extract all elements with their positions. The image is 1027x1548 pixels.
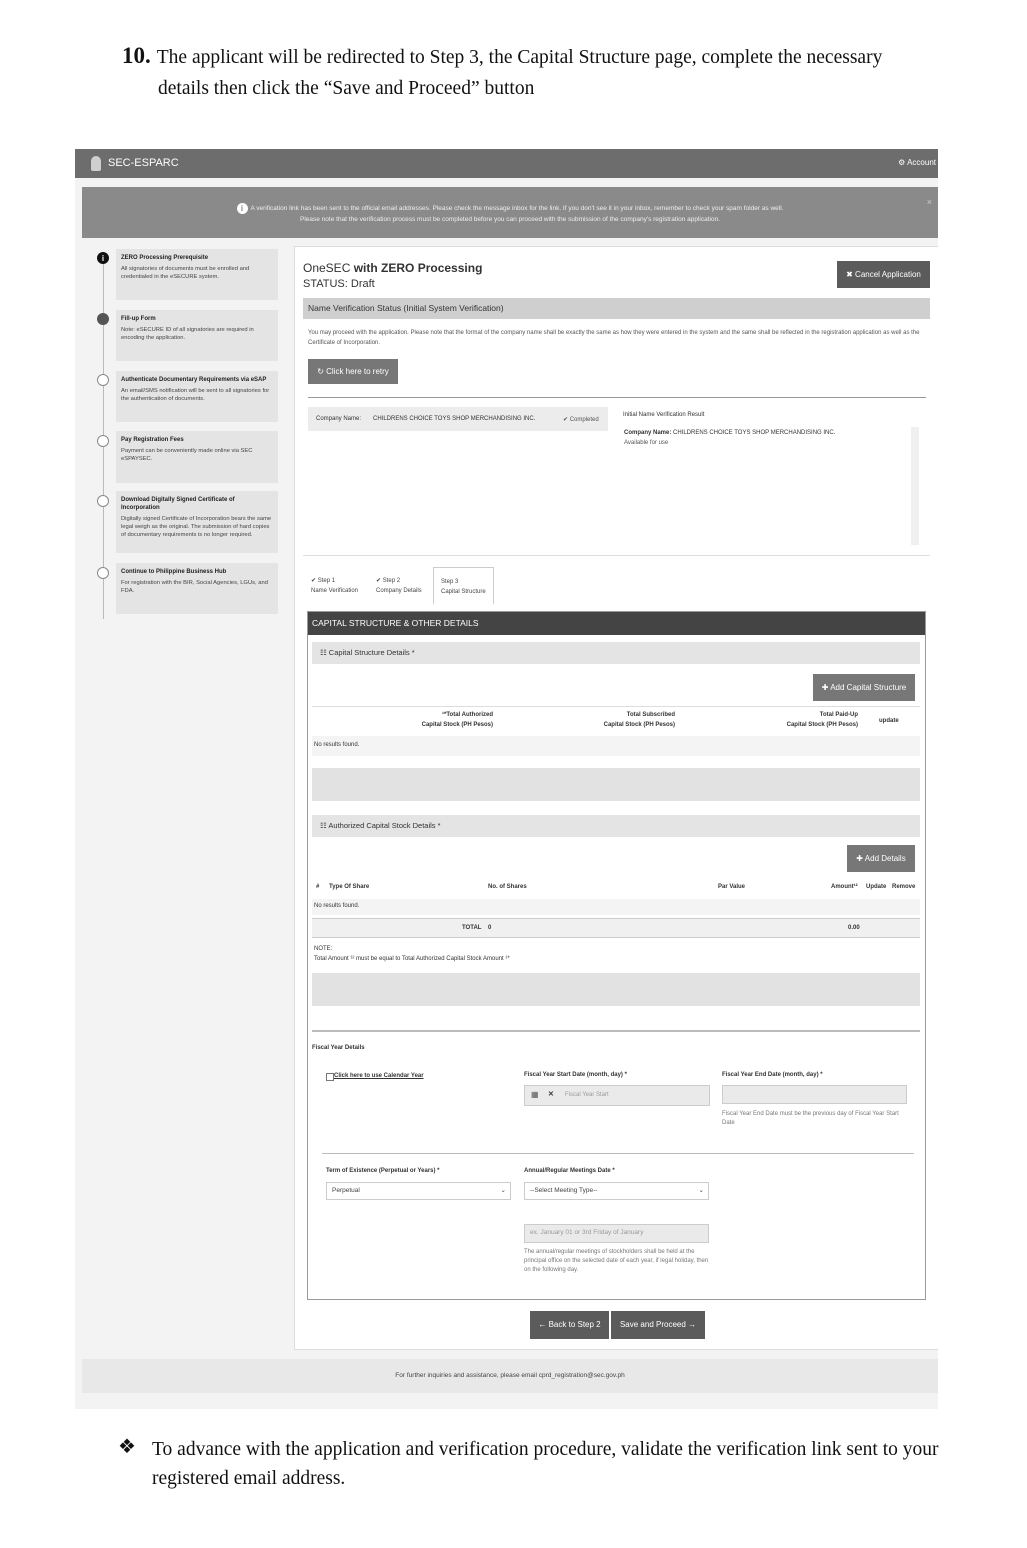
circle-icon (97, 435, 109, 447)
add-capital-structure-button[interactable]: ✚ Add Capital Structure (813, 674, 915, 701)
info-icon: i (237, 203, 248, 214)
total-amount: 0.00 (848, 925, 860, 931)
name-verification-header: Name Verification Status (Initial System Verification) (303, 298, 930, 319)
company-name-value: CHILDRENS CHOICE TOYS SHOP MERCHANDISING INC. (373, 416, 536, 422)
timeline-step-fillup (116, 310, 278, 361)
chevron-down-icon: ⌄ (500, 1187, 506, 1194)
divider (308, 397, 926, 398)
sec-logo-icon (91, 156, 101, 171)
instruction-text-line2: details then click the “Save and Proceed” button (158, 78, 535, 99)
col-remove: Remove (892, 884, 916, 890)
app-screenshot (75, 149, 938, 1409)
col-update: update (879, 718, 899, 724)
timeline-step-desc: An email/SMS notification will be sent to all signatories for the authentication of documents. (121, 388, 270, 402)
instruction-text-line1: The applicant will be redirected to Step 3, the Capital Structure page, complete the necessary (156, 47, 883, 68)
bottom-note-text: To advance with the application and verification procedure, validate the verification link sent to your registered email address. (152, 1439, 939, 1489)
timeline-step-title: Pay Registration Fees (121, 437, 184, 443)
col-par-value: Par Value (718, 884, 746, 890)
timeline-step-desc: Digitally signed Certificate of Incorporation bears the same legal weigh as the original. The submission of hard copies of documentary requirements is no longer required. (121, 516, 272, 538)
panel-footer (312, 768, 920, 801)
close-icon[interactable]: × (926, 197, 932, 207)
clear-icon[interactable]: ✕ (548, 1091, 554, 1098)
retry-button[interactable]: ↻ Click here to retry (308, 359, 398, 384)
circle-icon (97, 567, 109, 579)
fiscal-start-label: Fiscal Year Start Date (month, day) * (524, 1072, 627, 1078)
step-number: 10. (122, 43, 151, 68)
title-prefix: OneSEC (303, 261, 354, 275)
page-title (303, 261, 482, 275)
timeline-step-title: Download Digitally Signed Certificate of Incorporation (121, 497, 235, 511)
company-name-label: Company Name: (316, 416, 362, 422)
tab-sublabel: Company Details (376, 588, 422, 594)
timeline-step-desc: Note: eSECURE ID of all signatories are required in encoding the application. (121, 327, 254, 341)
completed-badge: ✔ Completed (563, 417, 599, 423)
tab-sublabel: Capital Structure (441, 589, 486, 595)
result-status: Available for use (624, 440, 669, 446)
total-row (312, 918, 920, 938)
page-footer: For further inquiries and assistance, please email cprd_registration@sec.gov.ph (82, 1359, 938, 1393)
status-label: STATUS: Draft (303, 278, 375, 290)
timeline-step-pay-fees (116, 431, 278, 483)
info-icon: i (97, 252, 109, 264)
result-company-name: CHILDRENS CHOICE TOYS SHOP MERCHANDISING INC. (671, 430, 836, 436)
capital-structure-heading: CAPITAL STRUCTURE & OTHER DETAILS (308, 612, 925, 635)
top-navbar (75, 149, 938, 178)
fiscal-end-hint: Fiscal Year End Date must be the previous day of Fiscal Year Start Date (722, 1111, 899, 1126)
tab-step-3[interactable] (433, 567, 494, 604)
verification-note: You may proceed with the application. Please note that the format of the company name shall be exactly the same as how they were entered in the system and the same shall be reflected in the registration application as well as the Certificate of Incorporation. (308, 330, 920, 346)
timeline-step-title: ZERO Processing Prerequisite (121, 255, 209, 261)
tab-label: ✔ Step 1 (311, 578, 336, 584)
timeline-step-desc: Payment can be conveniently made online via SEC eSPAYSEC. (121, 448, 253, 462)
timeline-step-title: Authenticate Documentary Requirements via eSAP (121, 377, 267, 383)
meeting-select-value: --Select Meeting Type-- (530, 1187, 598, 1194)
timeline-step-business-hub (116, 563, 278, 614)
capital-structure-details-header: ☷ Capital Structure Details * (312, 642, 920, 664)
col-amount: Amount¹² (831, 884, 858, 890)
alert-line2: Please note that the verification process must be completed before you can proceed with the submission of the company's registration application. (299, 216, 720, 223)
tab-step-2[interactable] (376, 576, 422, 596)
add-details-button[interactable]: ✚ Add Details (847, 845, 915, 872)
timeline-step-title: Fill-up Form (121, 316, 156, 322)
chevron-down-icon: ⌄ (698, 1187, 704, 1194)
verification-alert (82, 187, 938, 238)
authorized-note: NOTE: Total Amount ¹² must be equal to Total Authorized Capital Stock Amount ¹* (314, 946, 510, 962)
calendar-year-checkbox[interactable] (326, 1073, 334, 1081)
capital-structure-box (307, 611, 926, 1300)
timeline-step-download-certificate (116, 491, 278, 553)
save-and-proceed-button[interactable]: Save and Proceed → (611, 1311, 705, 1339)
instruction-step-10 (122, 40, 952, 104)
result-box (622, 425, 919, 547)
panel-footer (312, 973, 920, 1006)
divider (303, 555, 930, 556)
tab-label: ✔ Step 2 (376, 578, 401, 584)
account-menu[interactable]: ⚙ Account (898, 158, 936, 167)
result-company-label: Company Name: (624, 430, 672, 436)
calendar-year-link[interactable]: Click here to use Calendar Year (334, 1073, 424, 1079)
circle-icon (97, 374, 109, 386)
fiscal-start-input[interactable]: Fiscal Year Start (565, 1092, 609, 1098)
tab-label: Step 3 (441, 579, 459, 585)
timeline-step-title: Continue to Philippine Business Hub (121, 569, 227, 575)
table-row (312, 736, 920, 756)
meeting-type-select[interactable] (524, 1182, 709, 1200)
main-panel (294, 246, 938, 1350)
diamond-bullet-icon: ❖ (118, 1436, 136, 1458)
gear-icon (97, 313, 109, 325)
authorized-capital-header: ☷ Authorized Capital Stock Details * (312, 815, 920, 837)
term-label: Term of Existence (Perpetual or Years) * (326, 1168, 440, 1174)
table-row (312, 899, 920, 915)
result-title: Initial Name Verification Result (623, 412, 705, 418)
total-label: TOTAL (462, 925, 482, 931)
col-total-subscribed: Total Subscribed Capital Stock (PH Pesos) (603, 712, 675, 728)
alert-line1: A verification link has been sent to the official email addresses. Please check the message inbox for the link. If you don't see it in your inbox, remember to check your spam folder as well. (250, 205, 784, 213)
fiscal-end-input[interactable] (722, 1085, 907, 1104)
timeline-step-prerequisite (116, 249, 278, 300)
total-shares: 0 (488, 925, 492, 931)
cancel-application-button[interactable]: ✖ Cancel Application (837, 261, 930, 288)
scrollbar[interactable] (911, 427, 919, 545)
term-select[interactable] (326, 1182, 511, 1200)
col-update: Update (866, 884, 887, 890)
timeline-step-desc: All signatories of documents must be enrolled and credentialed in the eSECURE system. (121, 266, 250, 280)
col-index: # (316, 884, 320, 890)
fiscal-year-title: Fiscal Year Details (312, 1045, 365, 1051)
meeting-label: Annual/Regular Meetings Date * (524, 1168, 615, 1174)
term-select-value: Perpetual (332, 1187, 360, 1194)
calendar-icon[interactable]: ▦ (531, 1090, 539, 1099)
no-results-text: No results found. (314, 903, 360, 909)
tab-step-1[interactable] (311, 576, 358, 596)
authorized-table-header (312, 877, 920, 895)
col-no-of-shares: No. of Shares (488, 884, 527, 890)
no-results-text: No results found. (314, 742, 360, 748)
back-to-step-2-button[interactable]: ← Back to Step 2 (530, 1311, 609, 1339)
app-brand[interactable]: SEC-ESPARC (108, 157, 179, 169)
tab-sublabel: Name Verification (311, 588, 359, 594)
fiscal-start-group (524, 1085, 710, 1106)
circle-icon (97, 495, 109, 507)
col-total-authorized: ¹*Total Authorized Capital Stock (PH Pesos) (421, 712, 493, 728)
title-bold: with ZERO Processing (353, 261, 483, 275)
bottom-note (118, 1435, 948, 1493)
company-name-row (308, 407, 608, 431)
meeting-hint: The annual/regular meetings of stockholders shall be held at the principal office on the selected date of each year, if legal holiday, then on the following day. (524, 1249, 709, 1273)
col-type-of-share: Type Of Share (329, 884, 370, 890)
timeline-step-desc: For registration with the BIR, Social Agencies, LGUs, and FDA. (121, 580, 268, 594)
fiscal-end-label: Fiscal Year End Date (month, day) * (722, 1072, 823, 1078)
timeline-step-authenticate (116, 371, 278, 422)
col-total-paidup: Total Paid-Up Capital Stock (PH Pesos) (786, 712, 858, 728)
meeting-date-input[interactable]: ex. January 01 or 3rd Friday of January (524, 1224, 709, 1243)
